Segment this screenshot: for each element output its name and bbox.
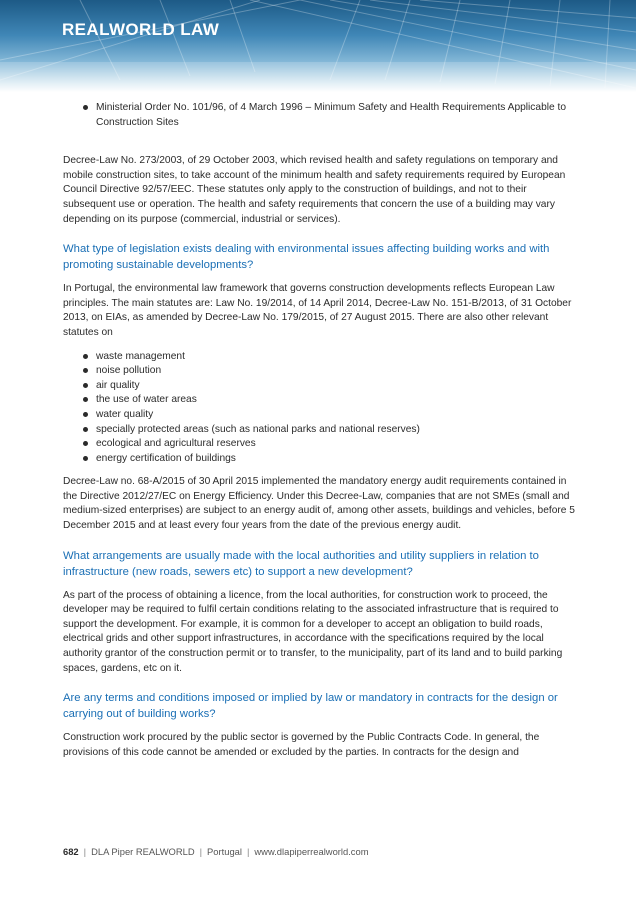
- bullet-icon: [83, 105, 88, 110]
- paragraph: Construction work procured by the public sector is governed by the Public Contracts Code. In general, the provisions of this code cannot be amended or excluded by the parties. In contracts for the design and: [63, 732, 540, 758]
- bullet-icon: [83, 383, 88, 388]
- bullet-icon: [83, 427, 88, 432]
- environment-bullet-list: [63, 350, 578, 467]
- list-item: ecological and agricultural reserves: [63, 437, 578, 452]
- bullet-icon: [83, 397, 88, 402]
- publisher-name: DLA Piper REALWORLD: [91, 846, 195, 857]
- paragraph: Decree-Law no. 68-A/2015 of 30 April 2015 implemented the mandatory energy audit requirements contained in the Directive 2012/27/EC on Energy Efficiency. Under this Decree-Law, companies that are not SMEs (small and medium-sized enterprises) are subject to an energy audit of, among other assets, buildings and vehicles, before 5 December 2015 and at least every four years from the date of the previous energy audit.: [63, 476, 575, 532]
- list-item: specially protected areas (such as national parks and national reserves): [63, 423, 578, 438]
- bullet-icon: [83, 412, 88, 417]
- brand-title: REALWORLD LAW: [62, 20, 220, 39]
- website-link[interactable]: www.dlapiperrealworld.com: [254, 846, 369, 857]
- country-name: Portugal: [207, 846, 242, 857]
- paragraph: As part of the process of obtaining a licence, from the local authorities, for construction work to proceed, the developer may be required to fulfil certain conditions relating to the associated infrastructure that is required to support the development. For example, it is common for a developer to accept an obligation to build roads, electrical grids and other support infrastructures, in accordance with the specifications required by the local authority grantor of the construction permit or to transfer, to the municipality, part of its land and to build parking spaces, gardens, etc on it.: [63, 589, 563, 674]
- bullet-icon: [83, 456, 88, 461]
- header-banner: [0, 0, 636, 92]
- building-facade-graphic: [0, 0, 636, 92]
- page-content: [63, 101, 578, 760]
- section-heading: What arrangements are usually made with the local authorities and utility suppliers in relation to infrastructure (new roads, sewers etc) to support a new development?: [63, 549, 539, 578]
- separator: |: [83, 846, 87, 857]
- list-item: noise pollution: [63, 364, 578, 379]
- bullet-icon: [83, 354, 88, 359]
- separator: |: [199, 846, 203, 857]
- list-item: water quality: [63, 408, 578, 423]
- bullet-icon: [83, 368, 88, 373]
- intro-bullet-list: [63, 101, 578, 130]
- section-heading: What type of legislation exists dealing with environmental issues affecting building works and with promoting sustainable developments?: [63, 243, 550, 272]
- list-item: energy certification of buildings: [63, 452, 578, 467]
- list-item: Ministerial Order No. 101/96, of 4 March 1996 – Minimum Safety and Health Requirements Applicable to Construction Sites: [63, 101, 578, 130]
- list-item: air quality: [63, 379, 578, 394]
- paragraph: Decree-Law No. 273/2003, of 29 October 2003, which revised health and safety regulations on temporary and mobile construction sites, to take account of the minimum health and safety requirements required by European Council Directive 92/57/EEC. These statutes only apply to the construction of buildings, and not to their subsequent use or operation. The health and safety requirements that concern the use of a building may vary depending on its purpose (commercial, industrial or services).: [63, 155, 566, 225]
- separator: |: [246, 846, 250, 857]
- paragraph: In Portugal, the environmental law framework that governs construction developments reflects European Law principles. The main statutes are: Law No. 19/2014, of 14 April 2014, Decree-Law No. 151-B/2013, of 31 October 2013, on EIAs, as amended by Decree-Law No. 179/2015, of 27 August 2015. There are also other relevant statutes on: [63, 283, 572, 338]
- bullet-icon: [83, 441, 88, 446]
- list-item: waste management: [63, 350, 578, 365]
- page-footer: [63, 846, 369, 857]
- list-item: the use of water areas: [63, 393, 578, 408]
- page-number: 682: [63, 846, 79, 857]
- section-heading: Are any terms and conditions imposed or implied by law or mandatory in contracts for the design or carrying out of building works?: [63, 692, 558, 721]
